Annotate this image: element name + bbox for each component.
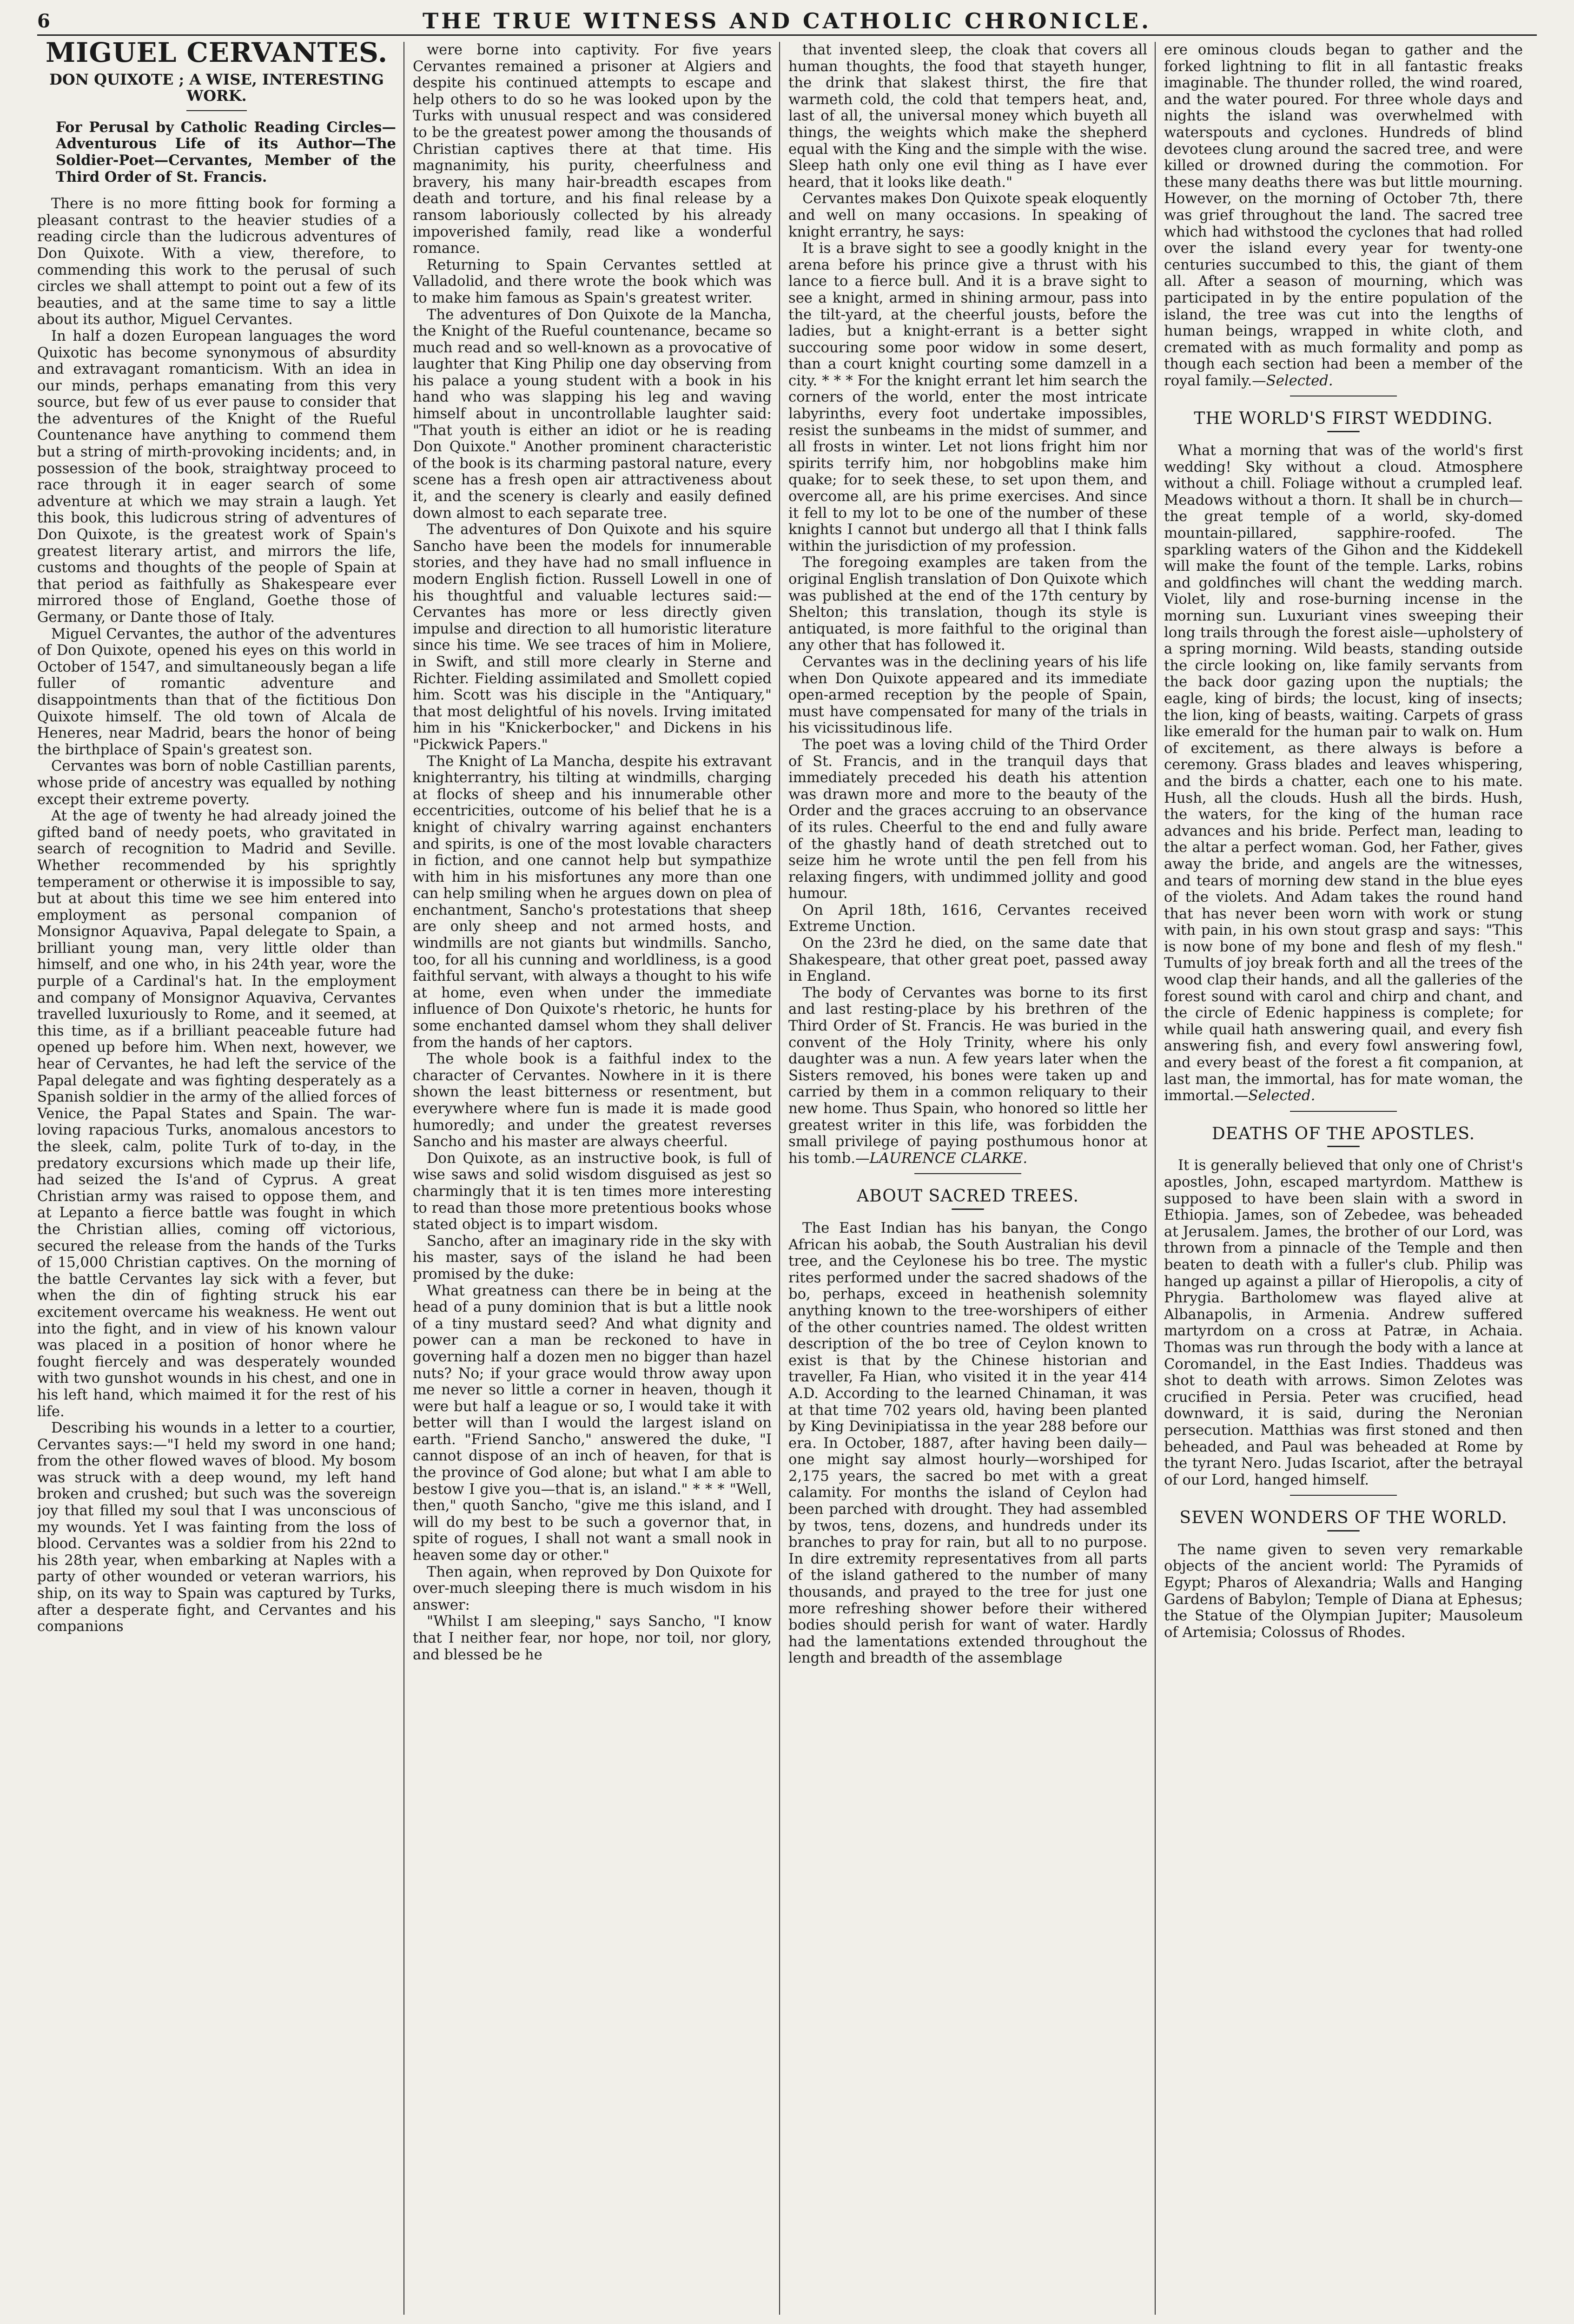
paragraph: Then again, when reproved by Don Quixote for over-much sleeping there is much wisdom in his answer: — [413, 1564, 772, 1613]
section-title: DEATHS OF THE APOSTLES. — [1211, 1124, 1475, 1143]
paragraph: Don Quixote, as an instructive book, is full of wise saws and solid wisdom disguised as jest so charmingly that it is ten times more interesting to read than those more pretentious books whose stated object is to impart wisdom. — [413, 1150, 772, 1233]
column-4 — [1164, 42, 1523, 2315]
paragraph: Describing his wounds in a letter to a courtier, Cervantes says:—"I held my sword in one hand; from the other flowed waves of blood. My bosom was struck with a deep wound, my left hand broken and crushed; but such was the sovereign joy that filled my soul that I was unconscious of my wounds. Yet I was fainting from the loss of blood. Cervantes was a soldier from his 22nd to his 28th year, when embarking at Naples with a party of other wounded or veteran warriors, his ship, on its way to Spain was captured by Turks, after a desperate fight, and Cervantes and his companions — [37, 1420, 396, 1635]
section-title: SEVEN WONDERS OF THE WORLD. — [1179, 1508, 1508, 1528]
column-rule — [403, 42, 404, 2315]
paragraph: "Whilst I am sleeping," says Sancho, "I know that I neither fear, nor hope, nor toil, nor glory, and blessed be he — [413, 1613, 772, 1663]
paragraph: What greatness can there be in being at the head of a puny dominion that is but a little nook of a tiny mustard seed? And what dignity and power can a man be reckoned to have in governing half a dozen men no bigger than hazel nuts? No; if your grace would throw away upon me never so little a corner in heaven, though it were but half a league or so, I would take it with better will than I would the largest island on earth. "Friend Sancho," answered the duke, "I cannot dispose of an inch of heaven, for that is the province of God alone; but what I am able to bestow I give you—that is, an island." * * * "Well, then," quoth Sancho, "give me this island, and I will do my best to be such a governor that, in spite of rogues, I shall not want a small nook in heaven some day or other." — [413, 1282, 772, 1564]
article-headline: MIGUEL CERVANTES. — [45, 42, 388, 68]
paragraph: There is no more fitting book for forming a pleasant contrast to the heavier studies of a reading circle than the ludicrous adventures of Don Quixote. With a view, therefore, to commending this work to the perusal of such circles we shall attempt to point out a few of its beauties, and at the same time to say a little about its author, Miguel Cervantes. — [37, 196, 396, 328]
section-divider — [914, 1173, 1021, 1174]
column-2 — [413, 42, 772, 2315]
paragraph: were borne into captivity. For five years Cervantes remained a prisoner at Algiers and despite his continued attempts to escape and help others to do so he was looked upon by the Turks with unusual respect and was considered to be the greatest power among the thousands of Christian captives there at that time. His magnanimity, his purity, cheerfulness and bravery, his many hair-breadth escapes from death and torture, and his final release by a ransom laboriously collected by his already impoverished family, read like a wonderful romance. — [413, 42, 772, 257]
section-title: THE WORLD'S FIRST WEDDING. — [1194, 409, 1493, 429]
paragraph — [1164, 42, 1523, 389]
paragraph: The adventures of Don Quixote and his squire Sancho have been the models for innumerable stories, and they have had no small influence in modern English fiction. Russell Lowell in one of his thoughtful and valuable lectures said:—Cervantes has more or less directly given impulse and direction to all humoristic literature since his time. We see traces of him in Moliere, in Swift, and still more clearly in Sterne and Richter. Fielding assimilated and Smollett copied him. Scott was his disciple in the "Antiquary," that most delightful of his novels. Irving imitated him in his "Knickerbocker," and Dickens in his "Pickwick Papers." — [413, 522, 772, 753]
paragraph: Cervantes was in the declining years of his life when Don Quixote appeared and its immediate open-armed reception by the people of Spain, must have compensated for many of the trials in his vicissitudinous life. — [788, 654, 1147, 737]
paragraph-text: What a morning that was of the world's first wedding! Sky without a cloud. Atmosphere without a chill. Foliage without a crumpled leaf. Meadows without a thorn. It shall be in church—the great temple of a world, sky-domed mountain-pillared, sapphire-roofed. The sparkling waters of the Gihon and the Kiddekell will make the fount of the temple. Larks, robins and goldfinches will chant the wedding march. Violet, lily and rose-burning incense in the morning sun. Luxuriant vines sweeping their long trails through the forest aisle—upholstery of a spring morning. Wild beasts, standing outside the circle looking on, like family servants from the back door gazing upon the nuptials; the eagle, king of birds; the locust, king of insects; the lion, king of beasts, waiting. Carpets of grass like emerald for the human pair to walk on. Hum of excitement, as there always is before a ceremony. Grass blades and leaves whispering, and the birds a chatter, each one to his mate. Hush, all the clouds. Hush all the birds. Hush, the waters, for the king of the human race advances and his bride. Perfect man, leading to the altar a perfect woman. God, her Father, gives away the bride, and angels are the witnesses, and tears of morning dew stand in the blue eyes of the violets. And Adam takes the round hand that has never been worn with work or stung with pain, in his own stout grasp and says: "This is now bone of my bone and flesh of my flesh." Tumults of joy break forth and all the trees of the wood clap their hands, and all the galleries of the forest sound with carol and chirp and chant, and the circle of Edenic happiness is complete; for while quail hath answering quail, and every fish answering fish, and every fowl answering fowl, and every beast of the forest a fit companion, at last man, the immortal, has for mate woman, the immortal.— — [1164, 442, 1523, 1104]
column-rule — [779, 42, 780, 2315]
article-subhead: DON QUIXOTE ; A WISE, INTERESTING WORK. — [49, 70, 384, 105]
paragraph: On April 18th, 1616, Cervantes received Extreme Unction. — [788, 902, 1147, 935]
paragraph: Returning to Spain Cervantes settled at Valladolid, and there wrote the book which was to make him famous as Spain's greatest writer. — [413, 257, 772, 306]
paragraph: It is a brave sight to see a goodly knight in the arena before his prince give a thrust with his lance to a fierce bull. And it is a brave sight to see a knight, armed in shining armour, pass into the tilt-yard, at the cheerful jousts, before the ladies, but a knight-errant is a better sight succouring some poor widow in some desert, than a court knight courting some damzell in a city. * * * For the knight errant let him search the corners of the world, enter the most intricate labyrinths, every foot undertake impossibles, resist the sunbeams in the midst of summer, and all frosts in winter. Let not lions fright him nor spirits terrify him, nor hobgoblins make him quake; for to seek these, to set upon them, and overcome all, are his prime exercises. And since it fell to my lot to be one of the number of these knights I cannot but undergo all that I think falls within the jurisdiction of my profession. — [788, 240, 1147, 555]
title-ornament — [1327, 1530, 1360, 1532]
section-title: ABOUT SACRED TREES. — [857, 1187, 1079, 1206]
page-number: 6 — [37, 10, 50, 32]
title-ornament — [1327, 431, 1360, 432]
column-3 — [788, 42, 1147, 2315]
paragraph: Cervantes makes Don Quixote speak eloquently and well on many occasions. In speaking of knight errantry, he says: — [788, 191, 1147, 240]
author-credit: LAURENCE CLARKE. — [869, 1150, 1028, 1167]
title-ornament — [952, 1208, 984, 1210]
source-credit: Selected. — [1266, 372, 1333, 389]
column-rule — [1155, 42, 1156, 2315]
paragraph: On the 23rd he died, on the same date that Shakespeare, that other great poet, passed away in England. — [788, 935, 1147, 985]
paragraph: At the age of twenty he had already joined the gifted band of needy poets, who gravitated in search of recognition to Madrid and Seville. Whether recommended by his sprightly temperament or otherwise it is impossible to say, but at about this time we see him entered into employment as personal companion of Monsignor Aquaviva, Papal delegate to Spain, a brilliant young man, very little older than himself, and one who, in his 24th year, wore the purple of a Cardinal's hat. In the employment and company of Monsignor Aquaviva, Cervantes travelled luxuriously to Rome, and it seemed, at this time, as if a brilliant peaceable future had opened up before him. When next, however, we hear of Cervantes, he had left the service of the Papal delegate and was fighting desperately as a Spanish soldier in the army of the allied forces of Venice, the Papal States and Spain. The war-loving rapacious Turks, anomalous ancestors to the sleek, calm, polite Turk of to-day, in the predatory excursions which made up their life, had seized the Is'and of Cyprus. A great Christian army was raised to oppose them, and at Lepanto a fierce battle was fought in which the Christian allies, coming off victorious, secured the release from the hands of the Turks of 15,000 Christian captives. On the morning of the battle Cervantes lay sick with a fever, but when the din of fighting struck his ear excitement overcame his weakness. He went out into the fight, and in view of his known valour was placed in a position of honor where he fought fiercely and was desperately wounded with two gunshot wounds in his chest, and one in his left hand, which maimed it for the rest of his life. — [37, 808, 396, 1420]
section-divider — [1290, 1111, 1397, 1112]
paragraph: The name given to seven very remarkable objects of the ancient world: The Pyramids of Egypt; Pharos of Alexandria; Walls and Hanging Gardens of Babylon; Temple of Diana at Ephesus; the Statue of the Olympian Jupiter; Mausoleum of Artemisia; Colossus of Rhodes. — [1164, 1541, 1523, 1641]
divider — [186, 110, 247, 111]
paragraph: It is generally believed that only one of Christ's apostles, John, escaped martyrdom. Matthew is supposed to have been slain with a sword in Ethiopia. James, son of Zebedee, was beheaded at Jerusalem. James, the brother of our Lord, was thrown from a pinnacle of the Temple and then beaten to death with a fuller's club. Philip was hanged up against a pillar of Hieropolis, a city of Phrygia. Bartholomew was flayed alive at Albanapolis, in Armenia. Andrew suffered martyrdom on a cross at Patræ, in Achaia. Thomas was run through the body with a lance at Coromandel, in the East Indies. Thaddeus was shot to death with arrows. Simon Zelotes was crucified in Persia. Peter was crucified, head downward, it is said, during the Neronian persecution. Matthias was first stoned and then beheaded, and Paul was beheaded at Rome by the tyrant Nero. Judas Iscariot, after the betrayal of our Lord, hanged himself. — [1164, 1157, 1523, 1488]
paragraph: that invented sleep, the cloak that covers all human thoughts, the food that stayeth hunger, the drink that slakest thirst, the fire that warmeth cold, the cold that tempers heat, and, last of all, the universal money which buyeth all things, the weights which make the shepherd equal with the King and the simple with the wise. Sleep hath only one evil thing as I have ever heard, that it looks like death." — [788, 42, 1147, 191]
paragraph: The adventures of Don Quixote de la Mancha, the Knight of the Rueful countenance, became so much read and so well-known as a provocative of laughter that King Philip one day observing from his palace a young student with a book in his hand who was slapping his leg and waving himself about in uncontrollable laughter said: "That youth is either an idiot or he is reading Don Quixote." Another prominent characteristic of the book is its charming pastoral nature, every scene has a fresh open air attractiveness about it, and the scenery is clearly and easily defined down almost to each separate tree. — [413, 306, 772, 522]
paragraph: Sancho, after an imaginary ride in the sky with his master, says of the island he had been promised by the duke: — [413, 1233, 772, 1282]
newspaper-title: THE TRUE WITNESS AND CATHOLIC CHRONICLE. — [422, 8, 1152, 33]
masthead — [37, 8, 1537, 36]
paragraph: In half a dozen European languages the word Quixotic has become synonymous of absurdity and extravagant romanticism. With an idea in our minds, perhaps emanating from this very source, but few of us ever pause to consider that the adventures of the Knight of the Rueful Countenance have anything to commend them but a string of mirth-provoking incidents; and, in possession of the book, straightway proceed to race through it in eager search of some adventure at which we may strain a laugh. Yet this book, this ludicrous string of adventures of Don Quixote, is the greatest work of Spain's greatest literary artist, and mirrors the life, customs and thoughts of the people of Spain at that period as faithfully as Shakespeare ever mirrored those of England, Goethe those of Germany, or Dante those of Italy. — [37, 328, 396, 626]
section-divider — [1290, 1495, 1397, 1496]
paragraph: Cervantes was born of noble Castillian parents, whose pride of ancestry was equalled by nothing except their extreme poverty. — [37, 758, 396, 808]
paragraph: The whole book is a faithful index to the character of Cervantes. Nowhere in it is there shown the least bitterness or resentment, but everywhere where fun is made it is made good humoredly; and under the greatest reverses Sancho and his master are always cheerful. — [413, 1051, 772, 1150]
paragraph — [1164, 442, 1523, 1104]
paragraph — [788, 985, 1147, 1167]
paragraph: The poet was a loving child of the Third Order of St. Francis, and in the tranquil days that immediately preceded his death his attention was drawn more and more to the beauty of the Order and the graces accruing to an observance of its rules. Cheerful to the end and fully aware of the ghastly hand of death stretched out to seize him he wrote until the pen fell from his relaxing fingers, with undimmed jollity and good humour. — [788, 736, 1147, 902]
paragraph-text: ere ominous clouds began to gather and the forked lightning to flit in all fantastic freaks imaginable. The thunder rolled, the wind roared, and the water poured. For three whole days and nights the island was overwhelmed with waterspouts and cyclones. Hundreds of blind devotees clung around the sacred tree, and were killed or drowned during the commotion. For these many deaths there was but little mourning. However, on the morning of October 7th, there was grief throughout the land. The sacred tree which had withstood the cyclones that had rolled over the island every year for twenty-one centuries succumbed to this, the giant of them all. After a season of mourning, which was participated in by the entire population of the island, the tree was cut into the lengths of human beings, wrapped in white cloth, and cremated with as much formality and pomp as though each section had been a member of the royal family.— — [1164, 42, 1523, 389]
paragraph: The foregoing examples are taken from the original English translation of Don Quixote which was published at the end of the 17th century by Shelton; this translation, though its style is antiquated, is more faithful to the original than any other that has followed it. — [788, 555, 1147, 654]
paragraph: The East Indian has his banyan, the Congo African his aobab, the South Australian his devil tree, and the Ceylonese his bo tree. The mystic rites performed under the sacred shadows of the bo, perhaps, exceed in heathenish solemnity anything known to the tree-worshipers of either of the other countries named. The oldest written description of the bo tree of Ceylon known to exist is that by the Chinese historian and traveller, Fa Hian, who visited it in the year 414 A.D. According to the learned Chinaman, it was at that time 702 years old, having been planted by King Devinipiatissa in the year 288 before our era. In October, 1887, after having been daily—one might say almost hourly—worshiped for 2,175 years, the sacred bo met with a great calamity. For months the island of Ceylon had been parched with drought. They had assembled by twos, tens, dozens, and hundreds under its branches to pray for rain, but all to no purpose. In dire extremity representatives from all parts of the island gathered to the number of many thousands, and prayed to the tree for just one more refreshing shower before their withered bodies should perish for want of water. Hardly had the lamentations extended throughout the length and breadth of the assemblage — [788, 1220, 1147, 1667]
title-ornament — [1327, 1146, 1360, 1147]
paragraph: Miguel Cervantes, the author of the adventures of Don Quixote, opened his eyes on this world in October of 1547, and simultaneously began a life fuller of romantic adventure and disappointments than that of the fictitious Don Quixote himself. The old town of Alcala de Heneres, near Madrid, bears the honor of being the birthplace of Spain's greatest son. — [37, 626, 396, 758]
paragraph: The Knight of La Mancha, despite his extravant knighterrantry, his tilting at windmills, charging at flocks of sheep and his innumerable other eccentricities, outcome of his belief that he is a knight of chivalry warring against enchanters and spirits, is one of the most lovable characters in fiction, and one cannot help but sympathize with him in his misfortunes any more than one can help smiling when he argues down on plea of enchantment, Sancho's protestations that sheep are only sheep and not armed hosts, and windmills are not giants but windmills. Sancho, too, for all his cunning and worldliness, is a good faithful servant, with always a thought to his wife at home, even when under the immediate influence of Don Quixote's rhetoric, he hunts for some enchanted damsel whom they shall deliver from the hands of her captors. — [413, 753, 772, 1051]
paragraph-text: The body of Cervantes was borne to its first and last resting-place by his brethren of the Third Order of St. Francis. He was buried in the convent of the Holy Trinity, where his only daughter was a nun. A few years later when the Sisters removed, his bones were taken up and carried by them in a common reliquary to their new home. Thus Spain, who honored so little her greatest writer in this life, was forbidden the small privilege of paying posthumous honor at his tomb.— — [788, 984, 1147, 1167]
article-deck: For Perusal by Catholic Reading Circles—Adventurous Life of its Author—The Soldier-Poet—Cervantes, Member of the Third Order of St. Francis. — [56, 119, 396, 185]
column-1 — [37, 42, 396, 2315]
source-credit: Selected. — [1248, 1088, 1316, 1104]
